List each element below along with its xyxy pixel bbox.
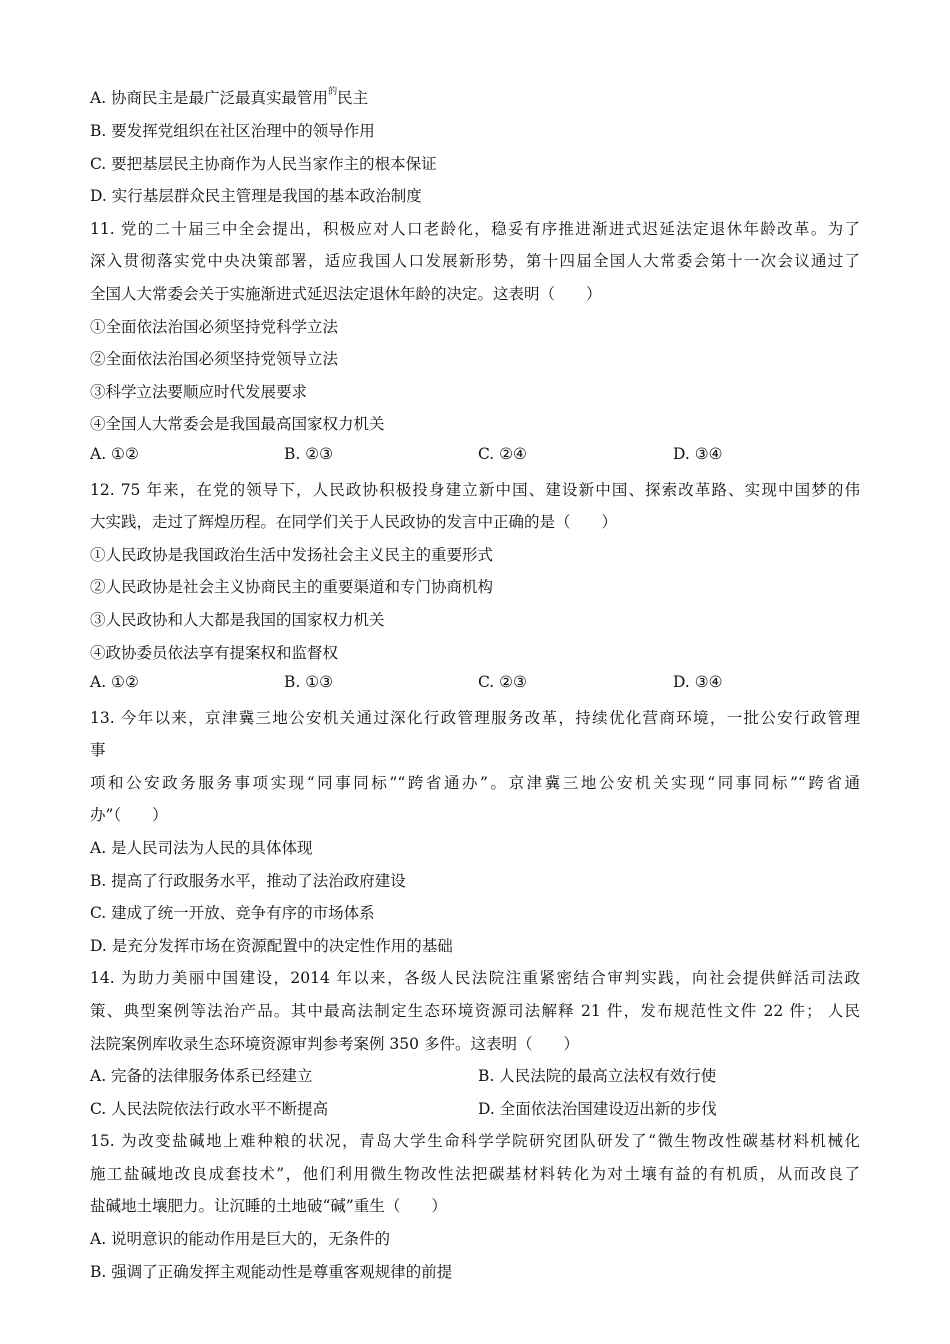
q14-option-d: D. 全面依法治国建设迈出新的步伐 — [478, 1100, 717, 1118]
q13-stem-line-1: 13. 今年以来，京津冀三地公安机关通过深化行政管理服务改革，持续优化营商环境，一批公安行政管理 — [90, 709, 860, 727]
q15-option-b: B. 强调了正确发挥主观能动性是尊重客观规律的前提 — [90, 1263, 453, 1281]
q11-item-1: ①全面依法治国必须坚持党科学立法 — [90, 318, 339, 336]
q14-stem-line-3: 法院案例库收录生态环境资源审判参考案例 350 多件。这表明（ ） — [90, 1035, 579, 1053]
q14-option-a: A. 完备的法律服务体系已经建立 — [90, 1067, 313, 1085]
q15-stem-line-2: 施工盐碱地改良成套技术”，他们利用微生物改性法把碳基材料转化为对土壤有益的有机质，从而改良了 — [90, 1165, 860, 1183]
q11-option-c: C. ②④ — [478, 445, 527, 463]
q10-option-a — [90, 86, 368, 108]
q13-option-a: A. 是人民司法为人民的具体体现 — [90, 839, 313, 857]
q10-option-b: B. 要发挥党组织在社区治理中的领导作用 — [90, 122, 375, 140]
q11-item-2: ②全面依法治国必须坚持党领导立法 — [90, 350, 339, 368]
q13-option-d: D. 是充分发挥市场在资源配置中的决定性作用的基础 — [90, 937, 453, 955]
q13-stem-line-4: 办”（ ） — [90, 806, 168, 824]
q15-stem-line-1: 15. 为改变盐碱地上难种粮的状况，青岛大学生命科学学院研究团队研发了“微生物改性碳基材料机械化 — [90, 1132, 860, 1150]
q12-stem-line-1: 12. 75 年来，在党的领导下，人民政协积极投身建立新中国、建设新中国、探索改革路、实现中国梦的伟 — [90, 481, 860, 499]
q15-stem-line-3: 盐碱地土壤肥力。让沉睡的土地破“碱”重生（ ） — [90, 1197, 447, 1215]
q12-item-2: ②人民政协是社会主义协商民主的重要渠道和专门协商机构 — [90, 578, 494, 596]
q14-option-c: C. 人民法院依法行政水平不断提高 — [90, 1100, 329, 1118]
q14-stem-line-2: 策、典型案例等法治产品。其中最高法制定生态环境资源司法解释 21 件，发布规范性文件 22 件； 人民 — [90, 1002, 860, 1020]
q12-item-1: ①人民政协是我国政治生活中发扬社会主义民主的重要形式 — [90, 546, 494, 564]
q12-item-3: ③人民政协和人大都是我国的国家权力机关 — [90, 611, 385, 629]
q10-option-d: D. 实行基层群众民主管理是我国的基本政治制度 — [90, 187, 422, 205]
q13-option-c: C. 建成了统一开放、竞争有序的市场体系 — [90, 904, 375, 922]
q10-option-a-tail: 民主 — [337, 89, 369, 107]
q10-option-c: C. 要把基层民主协商作为人民当家作主的根本保证 — [90, 155, 437, 173]
q13-stem-line-3: 项和公安政务服务事项实现“同事同标”“跨省通办”。京津冀三地公安机关实现“同事同标”“跨省通 — [90, 774, 860, 792]
q10-option-a-superscript: 的 — [328, 87, 338, 97]
q10-option-a-text: A. 协商民主是最广泛最真实最管用 — [90, 89, 329, 107]
q11-option-d: D. ③④ — [673, 445, 723, 463]
q13-option-b: B. 提高了行政服务水平，推动了法治政府建设 — [90, 872, 406, 890]
q12-item-4: ④政协委员依法享有提案权和监督权 — [90, 644, 339, 662]
q15-option-a: A. 说明意识的能动作用是巨大的，无条件的 — [90, 1230, 391, 1248]
q12-stem-line-2: 大实践，走过了辉煌历程。在同学们关于人民政协的发言中正确的是（ ） — [90, 513, 618, 531]
q11-option-b: B. ②③ — [284, 445, 334, 463]
q12-option-b: B. ①③ — [284, 673, 334, 691]
q14-stem-line-1: 14. 为助力美丽中国建设，2014 年以来，各级人民法院注重紧密结合审判实践，向社会提供鲜活司法政 — [90, 969, 860, 987]
q11-item-3: ③科学立法要顺应时代发展要求 — [90, 383, 308, 401]
q12-option-d: D. ③④ — [673, 673, 723, 691]
q11-option-a: A. ①② — [90, 445, 139, 463]
q11-item-4: ④全国人大常委会是我国最高国家权力机关 — [90, 415, 385, 433]
q12-option-a: A. ①② — [90, 673, 139, 691]
q13-stem-line-2: 事 — [90, 741, 106, 759]
q11-stem-line-1: 11. 党的二十届三中全会提出，积极应对人口老龄化，稳妥有序推进渐进式迟延法定退休年龄改革。为了 — [90, 220, 860, 238]
q11-stem-line-2: 深入贯彻落实党中央决策部署，适应我国人口发展新形势，第十四届全国人大常委会第十一次会议通过了 — [90, 252, 860, 270]
q14-option-b: B. 人民法院的最高立法权有效行使 — [478, 1067, 717, 1085]
q12-option-c: C. ②③ — [478, 673, 527, 691]
q11-stem-line-3: 全国人大常委会关于实施渐进式延迟法定退休年龄的决定。这表明（ ） — [90, 285, 602, 303]
